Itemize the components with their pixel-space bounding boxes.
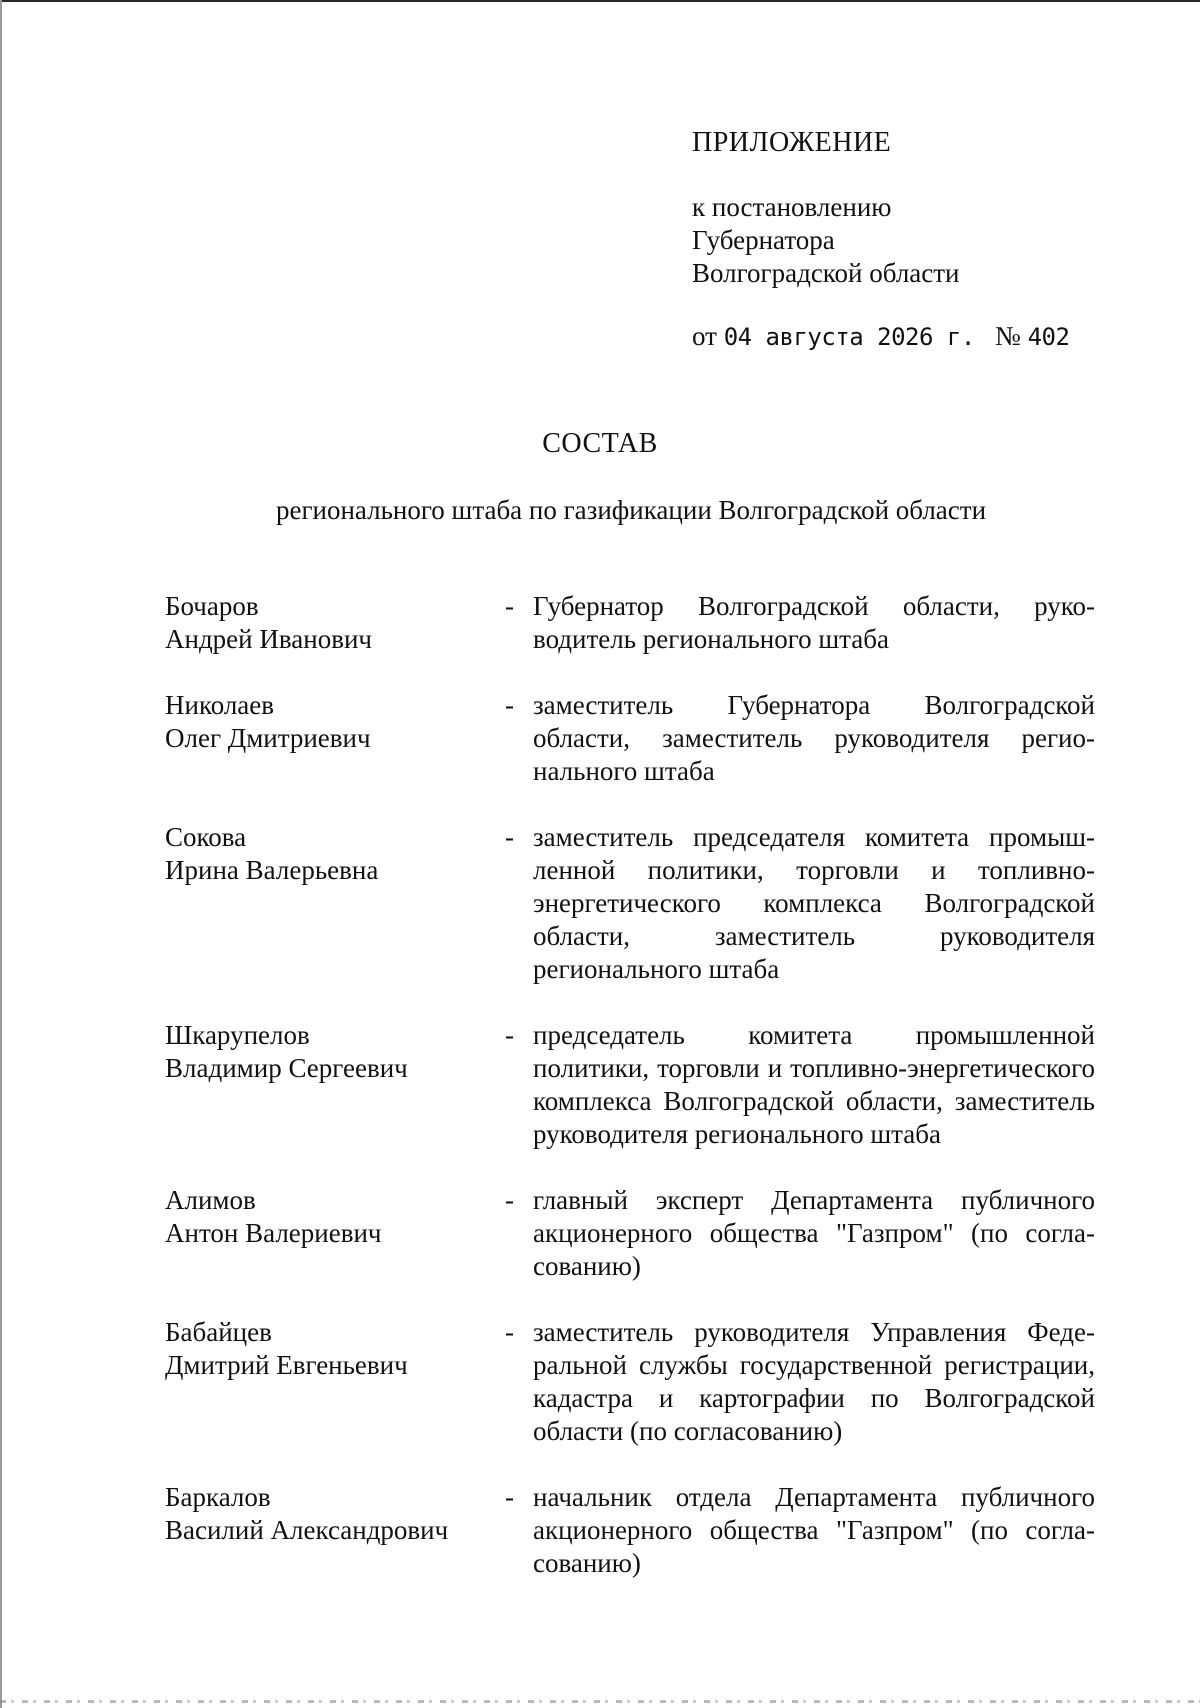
member-name: [165, 590, 505, 656]
member-row: [165, 1316, 1095, 1448]
member-role: председатель комитета промышленной политики, торговли и топливно-энергетического комплекса Волгоградской области, заместитель руководителя регионального штаба: [533, 1020, 1095, 1149]
member-role: главный эксперт Департамента публичного акционерного общества "Газпром" (по согласованию): [533, 1185, 1095, 1281]
member-name: [165, 689, 505, 755]
member-surname: Сокова: [165, 822, 247, 852]
member-name: [165, 1019, 505, 1085]
member-role: заместитель Губернатора Волгоградской области, заместитель руководителя регионального штаба: [533, 690, 1095, 786]
scan-edge-top: [0, 0, 1200, 2]
member-dash: -: [505, 822, 514, 852]
approval-line-2: Губернатора: [692, 225, 835, 255]
members-list: [165, 590, 1095, 1580]
member-dash: -: [505, 1317, 514, 1347]
approval-line-3: Волгоградской области: [692, 258, 960, 288]
member-surname: Бабайцев: [165, 1317, 272, 1347]
member-role: начальник отдела Департамента публичного акционерного общества "Газпром" (по согласованию): [533, 1482, 1095, 1578]
scan-noise-strip: [0, 1700, 1200, 1703]
member-surname: Николаев: [165, 690, 275, 720]
member-dash: -: [505, 591, 514, 621]
number-sign: №: [995, 321, 1021, 351]
member-row: [165, 590, 1095, 656]
member-given-name: Андрей Иванович: [165, 624, 372, 654]
member-dash: -: [505, 1020, 514, 1050]
member-given-name: Олег Дмитриевич: [165, 723, 371, 753]
approval-title: ПРИЛОЖЕНИЕ: [692, 127, 892, 158]
member-row: [165, 1481, 1095, 1580]
member-name: [165, 821, 505, 887]
member-surname: Баркалов: [165, 1482, 271, 1512]
member-role: заместитель председателя комитета промышленной политики, торговли и топливно-энергетического комплекса Волгоградской области, заместитель руководителя регионального штаба: [533, 822, 1095, 984]
member-surname: Шкарупелов: [165, 1020, 310, 1050]
member-name: [165, 1481, 505, 1547]
member-surname: Алимов: [165, 1185, 256, 1215]
member-given-name: Владимир Сергеевич: [165, 1053, 408, 1083]
member-given-name: Василий Александрович: [165, 1515, 449, 1545]
member-row: [165, 689, 1095, 788]
member-dash: -: [505, 1482, 514, 1512]
member-row: [165, 821, 1095, 986]
member-role: заместитель руководителя Управления Федеральной службы государственной регистрации, кадастра и картографии по Волгоградской области (по согласованию): [533, 1317, 1095, 1446]
member-row: [165, 1184, 1095, 1283]
member-dash: -: [505, 690, 514, 720]
date-prefix: от: [692, 321, 717, 351]
approval-date-line: [692, 320, 1069, 354]
member-given-name: Антон Валериевич: [165, 1218, 382, 1248]
date-value: 04 августа 2026 г.: [723, 323, 975, 351]
member-name: [165, 1184, 505, 1250]
scan-edge-left: [0, 0, 2, 1708]
member-dash: -: [505, 1185, 514, 1215]
member-row: [165, 1019, 1095, 1151]
member-role: Губернатор Волгоградской области, руководитель регионального штаба: [533, 591, 1095, 654]
member-given-name: Дмитрий Евгеньевич: [165, 1350, 408, 1380]
approval-line-1: к постановлению: [692, 192, 892, 222]
document-subtitle: регионального штаба по газификации Волгоградской области: [275, 495, 987, 525]
member-given-name: Ирина Валерьевна: [165, 855, 379, 885]
document-title: СОСТАВ: [542, 428, 658, 459]
approval-block: [692, 126, 1069, 354]
member-name: [165, 1316, 505, 1382]
number-value: 402: [1027, 323, 1070, 351]
member-surname: Бочаров: [165, 591, 259, 621]
